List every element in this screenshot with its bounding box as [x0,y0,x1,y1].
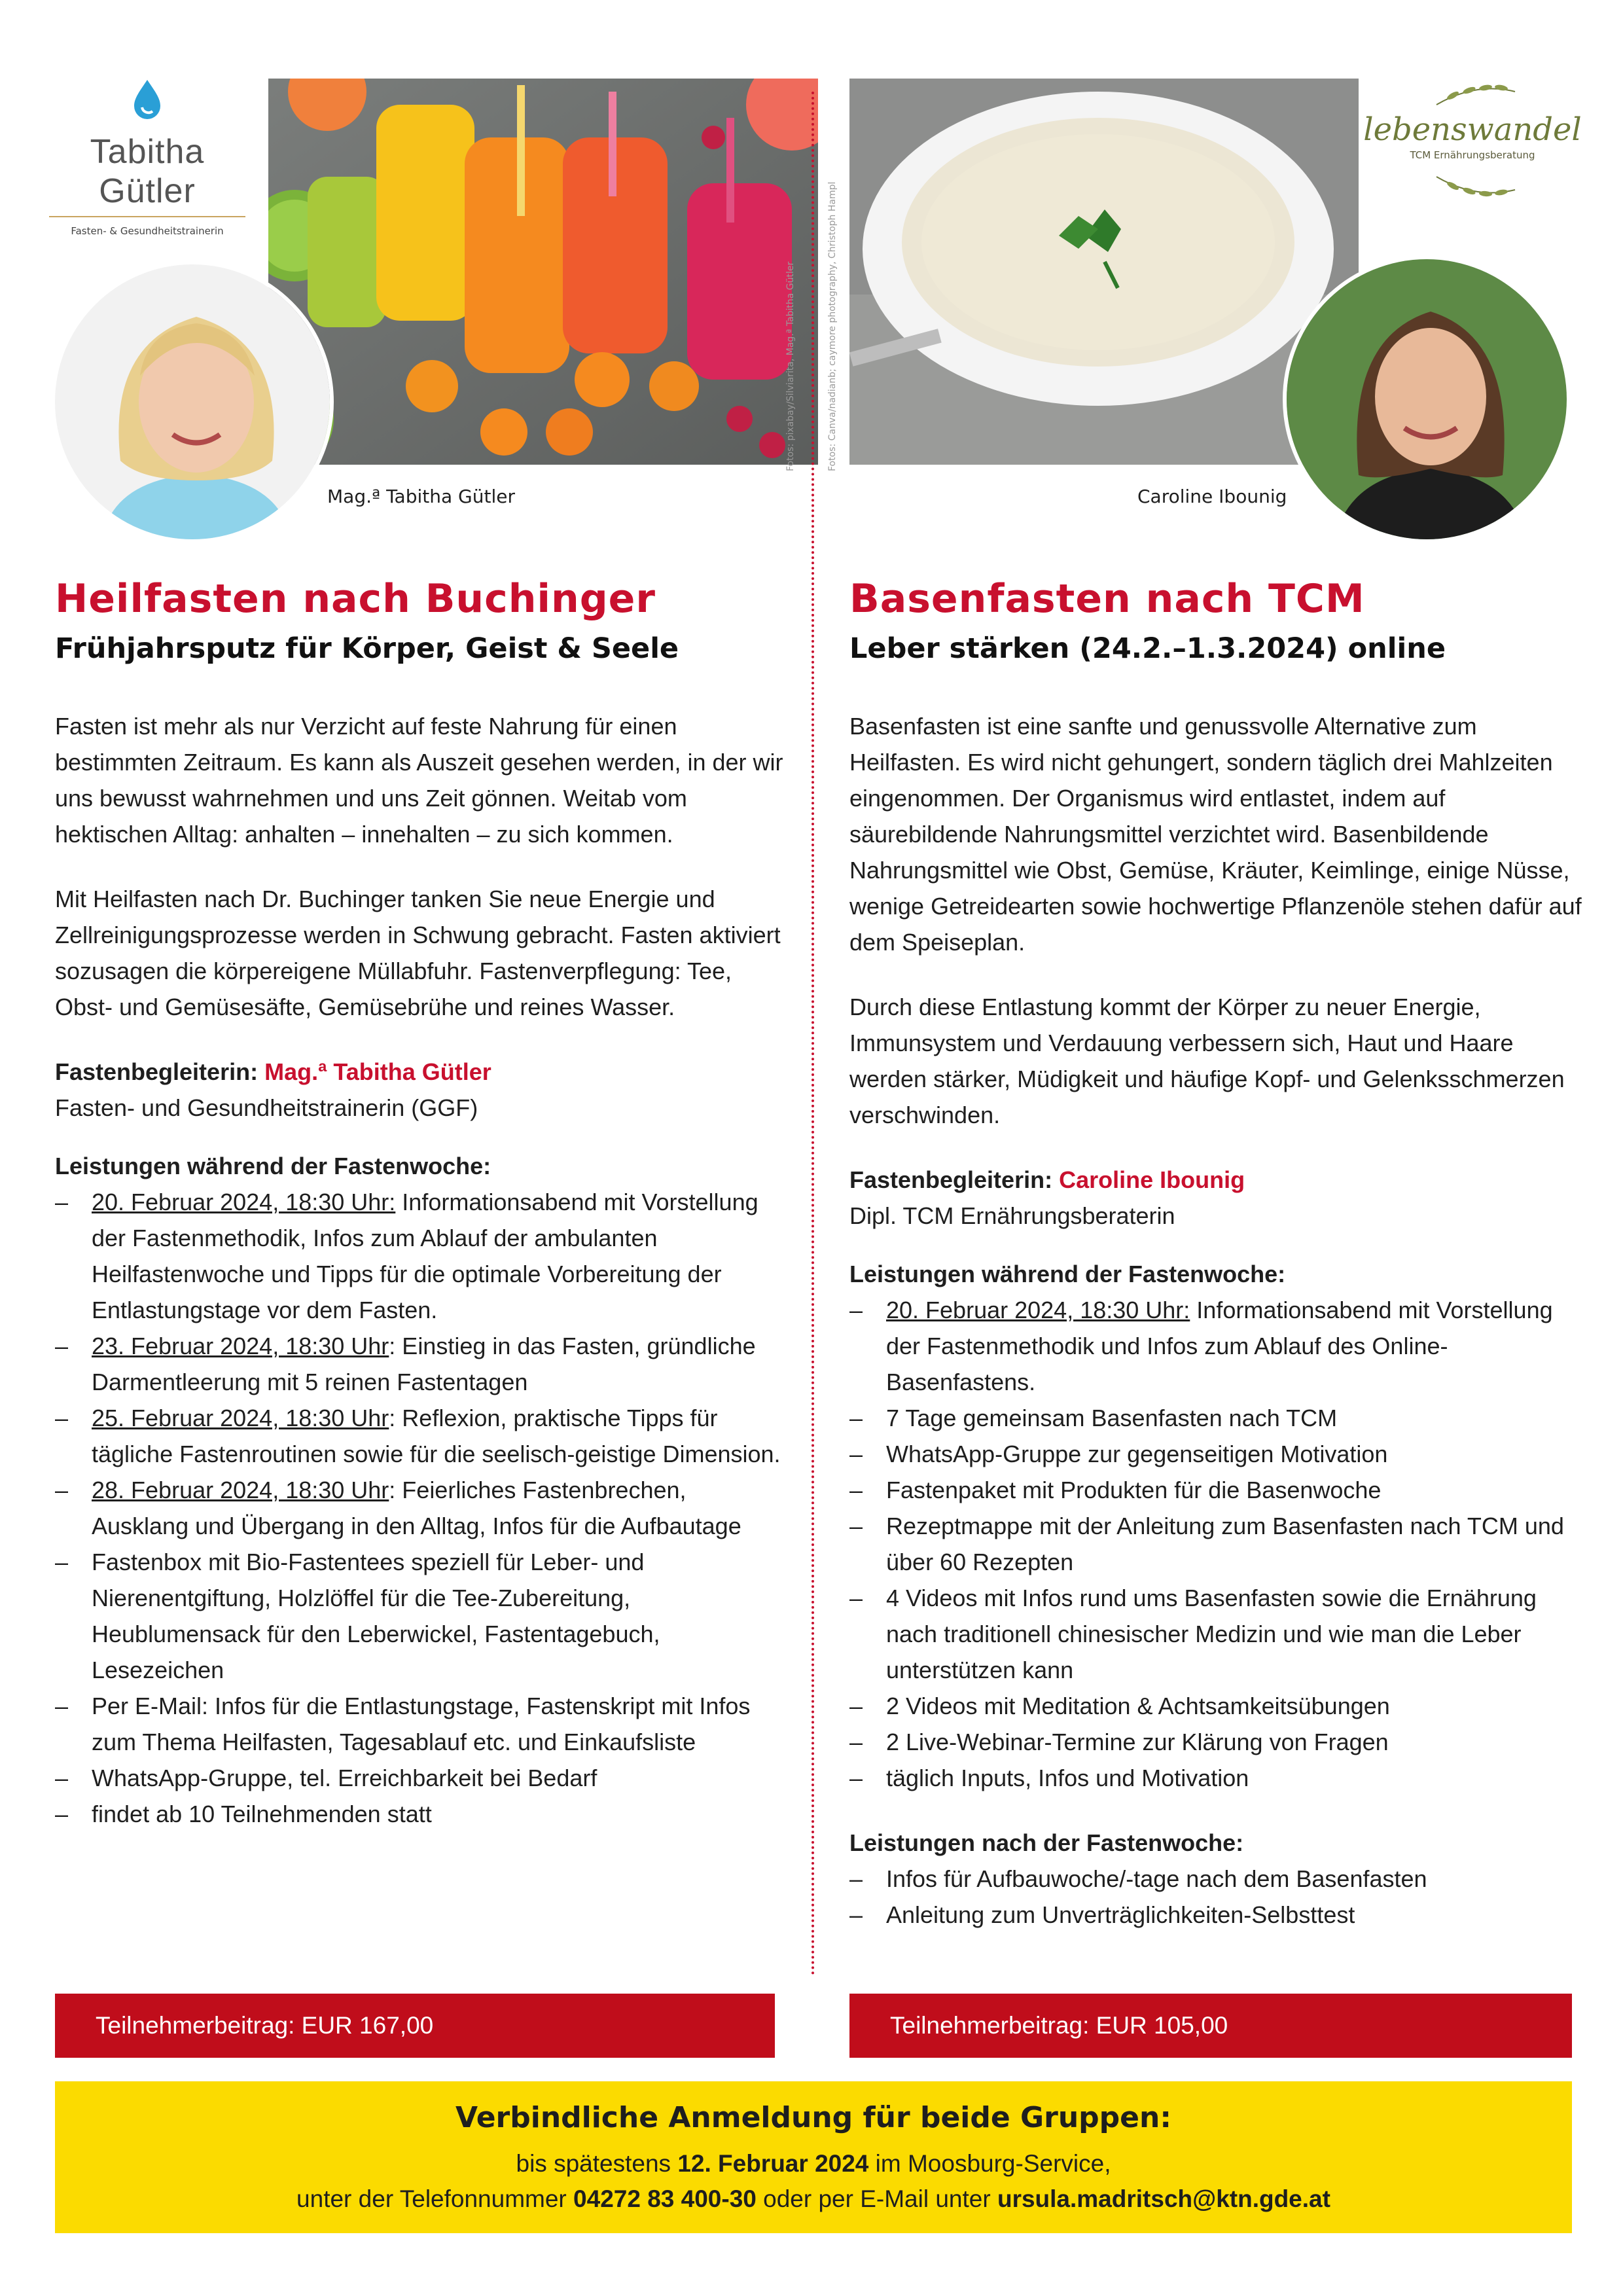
services-list [849,1292,1582,1796]
service-date: 20. Februar 2024, 18:30 Uhr: [92,1189,396,1215]
services-list [55,1184,788,1832]
logo-tagline: TCM Ernährungsberatung [1410,149,1535,161]
registration-box [55,2081,1572,2233]
registration-contact: unter der Telefonnummer 04272 83 400-30 oder per E-Mail unter ursula.madritsch@ktn.gde.at [296,2185,1330,2212]
companion-block [849,1162,1582,1234]
list-item: – 28. Februar 2024, 18:30 Uhr: Feierliches Fastenbrechen, Ausklang und Übergang in den Alltag, Infos für die Aufbautage [55,1472,788,1544]
list-item: – Rezeptmappe mit der Anleitung zum Basenfasten nach TCM und über 60 Rezepten [849,1508,1582,1580]
services-block [55,1148,788,1832]
price-bar-heilfasten: Teilnehmerbeitrag: EUR 167,00 [55,1994,775,2058]
list-item: – 20. Februar 2024, 18:30 Uhr: Informationsabend mit Vorstellung der Fastenmethodik und Infos zum Ablauf des Online-Basenfastens. [849,1292,1582,1400]
intro-paragraph: Fasten ist mehr als nur Verzicht auf feste Nahrung für einen bestimmten Zeitraum. Es kann als Auszeit gesehen werden, in der wir uns bewusst wahrnehmen und uns Zeit gönnen. Weitab vom hektischen Alltag: anhalten – innehalten – zu sich kommen. [55,713,783,848]
section-subtitle: Frühjahrsputz für Körper, Geist & Seele [55,632,679,665]
after-services-block [849,1825,1582,1933]
section-title: Basenfasten nach TCM [849,576,1365,622]
companion-name: Caroline Ibounig [1059,1166,1245,1193]
caption-caroline-ibounig: Caroline Ibounig [1137,486,1287,507]
services-heading: Leistungen während der Fastenwoche: [849,1261,1286,1287]
intro-paragraph: Mit Heilfasten nach Dr. Buchinger tanken Sie neue Energie und Zellreinigungsprozesse werden in Schwung gebracht. Fasten aktiviert sozusagen die körpereigene Müllabfuhr. Fastenverpflegung: Tee, Obst- und Gemüsesäfte, Gemüsebrühe und reines Wasser. [55,886,781,1020]
photo-credit-right: Fotos: Canva/nadianb; caymore photography, Christoph Hampl [827,181,838,471]
photo-smoothies [268,79,818,465]
companion-role: Dipl. TCM Ernährungsberaterin [849,1202,1175,1229]
companion-label: Fastenbegleiterin: [55,1058,259,1085]
column-divider [812,92,814,1977]
column-heilfasten [55,576,788,1832]
list-item: – 23. Februar 2024, 18:30 Uhr: Einstieg in das Fasten, gründliche Darmentleerung mit 5 reinen Fastentagen [55,1328,788,1400]
list-item: – 2 Live-Webinar-Termine zur Klärung von Fragen [849,1724,1582,1760]
companion-role: Fasten- und Gesundheitstrainerin (GGF) [55,1094,478,1121]
registration-heading: Verbindliche Anmeldung für beide Gruppen: [455,2101,1171,2134]
service-date: 25. Februar 2024, 18:30 Uhr [92,1405,389,1431]
logo-brand-name: lebenswandel [1363,111,1582,148]
column-basenfasten [849,576,1582,1933]
section-title: Heilfasten nach Buchinger [55,576,656,622]
companion-name: Mag.ª Tabitha Gütler [264,1058,491,1085]
list-item: – 2 Videos mit Meditation & Achtsamkeitsübungen [849,1688,1582,1724]
portrait-caroline-ibounig [1283,255,1571,543]
logo-lebenswandel [1355,72,1590,216]
intro-paragraph: Durch diese Entlastung kommt der Körper zu neuer Energie, Immunsystem und Verdauung verbessern sich, Haut und Haare werden stärker, Müdigkeit und häufige Kopf- und Gelenksschmerzen verschwinden. [849,994,1565,1128]
phone-number[interactable]: 04272 83 400-30 [573,2185,757,2212]
list-item: – 7 Tage gemeinsam Basenfasten nach TCM [849,1400,1582,1436]
caption-tabitha-guetler: Mag.ª Tabitha Gütler [327,486,515,507]
companion-block [55,1054,788,1126]
list-item: – Fastenpaket mit Produkten für die Basenwoche [849,1472,1582,1508]
photo-credit-left: Fotos: pixabay/Silviarita, Mag.ª Tabitha Gütler [785,261,796,471]
list-item: – 4 Videos mit Infos rund ums Basenfasten sowie die Ernährung nach traditionell chinesischer Medizin und wie man die Leber unterstützen kann [849,1580,1582,1688]
services-block [849,1256,1582,1796]
water-drop-icon [126,79,168,120]
service-date: 28. Februar 2024, 18:30 Uhr [92,1477,389,1503]
service-date: 23. Februar 2024, 18:30 Uhr [92,1333,389,1359]
companion-label: Fastenbegleiterin: [849,1166,1053,1193]
section-subtitle: Leber stärken (24.2.–1.3.2024) online [849,632,1446,665]
after-services-list [849,1861,1582,1933]
list-item: – 20. Februar 2024, 18:30 Uhr: Informationsabend mit Vorstellung der Fastenmethodik, Infos zum Ablauf der ambulanten Heilfastenwoche und Tipps für die optimale Vorbereitung der Entlastungstage vor dem Fasten. [55,1184,788,1328]
olive-branch-icon [1433,170,1518,203]
list-item: – Per E-Mail: Infos für die Entlastungstage, Fastenskript mit Infos zum Thema Heilfasten, Tagesablauf etc. und Einkaufsliste [55,1688,788,1760]
list-item: – Anleitung zum Unverträglichkeiten-Selbsttest [849,1897,1582,1933]
list-item: – findet ab 10 Teilnehmenden statt [55,1796,788,1832]
list-item: – Fastenbox mit Bio-Fastentees speziell für Leber- und Nierenentgiftung, Holzlöffel für die Tee-Zubereitung, Heublumensack für den Leberwickel, Fastentagebuch, Lesezeichen [55,1544,788,1688]
photo-soup [849,79,1359,465]
list-item: – Infos für Aufbauwoche/-tage nach dem Basenfasten [849,1861,1582,1897]
portrait-tabitha-guetler [51,260,334,543]
email-link[interactable]: ursula.madritsch@ktn.gde.at [997,2185,1330,2212]
services-heading: Leistungen während der Fastenwoche: [55,1153,491,1179]
list-item: – 25. Februar 2024, 18:30 Uhr: Reflexion, praktische Tipps für tägliche Fastenroutinen sowie für die seelisch-geistige Dimension. [55,1400,788,1472]
registration-deadline: bis spätestens 12. Februar 2024 im Moosburg-Service, [516,2150,1111,2177]
after-services-heading: Leistungen nach der Fastenwoche: [849,1829,1244,1856]
service-date: 20. Februar 2024, 18:30 Uhr: [886,1297,1190,1323]
olive-branch-icon [1433,79,1518,111]
intro-paragraph: Basenfasten ist eine sanfte und genussvolle Alternative zum Heilfasten. Es wird nicht gehungert, sondern täglich drei Mahlzeiten eingenommen. Der Organismus wird entlastet, indem auf säurebildende Nahrungsmittel verzichtet wird. Basenbildende Nahrungsmittel wie Obst, Gemüse, Kräuter, Keimlinge, einige Nüsse, wenige Getreidearten sowie hochwertige Pflanzenöle stehen dafür auf dem Speiseplan. [849,713,1582,956]
list-item: – WhatsApp-Gruppe, tel. Erreichbarkeit bei Bedarf [55,1760,788,1796]
list-item: – WhatsApp-Gruppe zur gegenseitigen Motivation [849,1436,1582,1472]
logo-tabitha-guetler [39,72,255,236]
logo-divider [49,216,245,217]
logo-tagline: Fasten- & Gesundheitstrainerin [71,225,224,237]
list-item: – täglich Inputs, Infos und Motivation [849,1760,1582,1796]
logo-brand-name: Tabitha Gütler [90,133,205,210]
price-bar-basenfasten: Teilnehmerbeitrag: EUR 105,00 [849,1994,1572,2058]
deadline-date: 12. Februar 2024 [677,2150,869,2177]
